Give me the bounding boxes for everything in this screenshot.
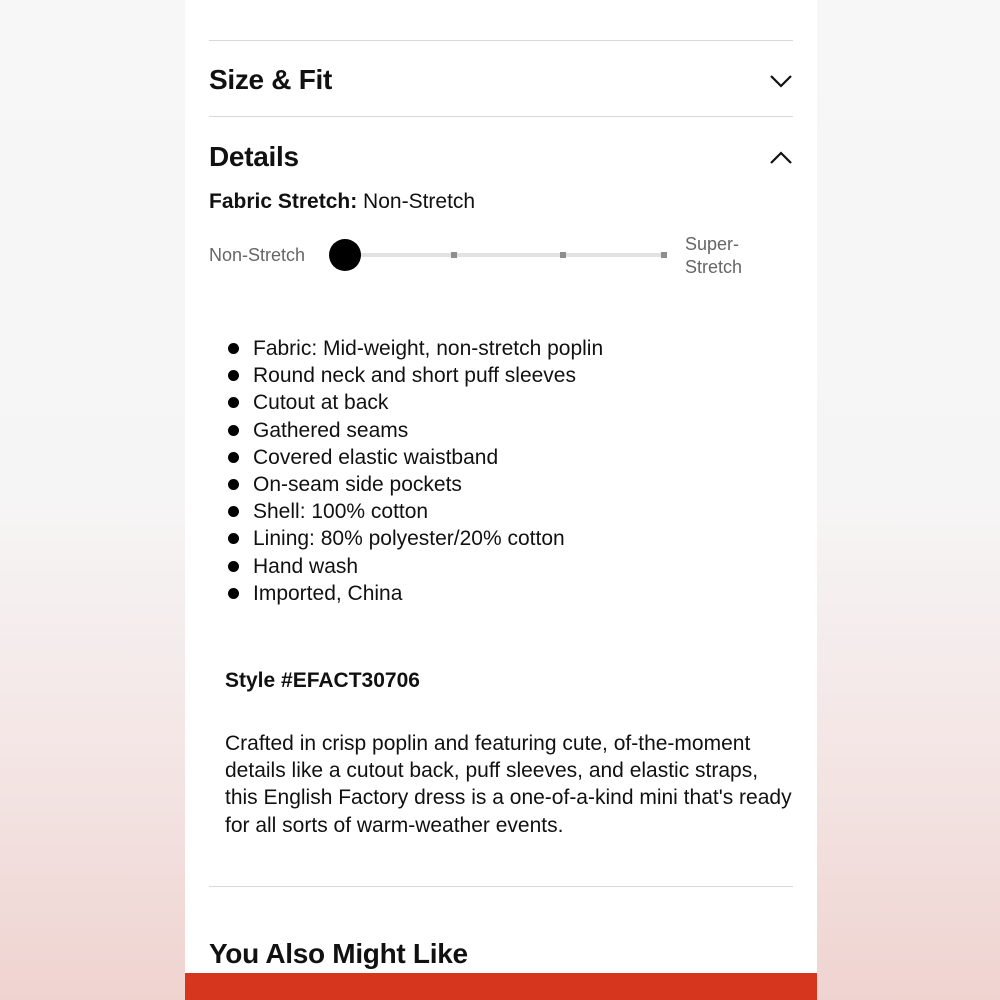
bullet-item — [225, 362, 603, 389]
style-number: Style #EFACT30706 — [225, 669, 420, 692]
bullet-item — [225, 525, 603, 552]
details-bullet-list — [225, 335, 603, 607]
bullet-dot-icon — [228, 425, 239, 436]
bullet-dot-icon — [228, 397, 239, 408]
bullet-dot-icon — [228, 370, 239, 381]
bullet-item — [225, 335, 603, 362]
bullet-dot-icon — [228, 506, 239, 517]
slider-tick — [560, 252, 566, 258]
bullet-text: Round neck and short puff sleeves — [253, 364, 576, 388]
recommendations-accent-bar — [185, 973, 817, 1000]
bullet-text: Fabric: Mid-weight, non-stretch poplin — [253, 337, 604, 360]
fabric-stretch-value: Non-Stretch — [363, 190, 476, 213]
bullet-item — [225, 498, 603, 525]
bullet-item — [225, 580, 603, 607]
bullet-item — [225, 389, 603, 416]
divider-size-fit — [209, 116, 793, 117]
stretch-slider-knob[interactable] — [329, 239, 361, 271]
bullet-text: Gathered seams — [253, 418, 409, 442]
recommendations-title: You Also Might Like — [209, 938, 468, 969]
bullet-text: Lining: 80% polyester/20% cotton — [253, 527, 565, 551]
divider-top — [209, 40, 793, 41]
bullet-text: Hand wash — [253, 554, 359, 578]
bullet-text: Cutout at back — [253, 391, 389, 415]
bullet-text: On-seam side pockets — [253, 472, 462, 496]
slider-tick — [451, 252, 457, 258]
slider-max-label-line1: Super- — [685, 234, 740, 254]
bullet-dot-icon — [228, 533, 239, 544]
product-details-panel — [185, 0, 817, 1000]
bullet-item — [225, 444, 603, 471]
bullet-dot-icon — [228, 452, 239, 463]
bullet-text: Imported, China — [253, 581, 403, 605]
bullet-dot-icon — [228, 479, 239, 490]
bullet-dot-icon — [228, 588, 239, 599]
bullet-item — [225, 471, 603, 498]
slider-min-label: Non-Stretch — [209, 245, 306, 265]
bullet-text: Shell: 100% cotton — [253, 500, 429, 524]
stretch-slider-track[interactable] — [345, 253, 667, 257]
divider-bottom — [209, 886, 793, 887]
slider-tick — [661, 252, 667, 258]
chevron-down-icon[interactable] — [769, 74, 793, 88]
slider-max-label — [685, 233, 742, 279]
size-fit-title: Size & Fit — [209, 64, 333, 95]
bullet-text: Covered elastic waistband — [253, 445, 499, 469]
details-title: Details — [209, 141, 299, 172]
size-fit-accordion-header[interactable] — [209, 50, 793, 110]
product-description: Crafted in crisp poplin and featuring cute, of-the-moment details like a cutout back, puff sleeves, and elastic straps, this English Factory dress is a one-of-a-kind mini that's ready for all sorts of warm-weather events. — [225, 732, 792, 837]
fabric-stretch-key: Fabric Stretch: — [209, 190, 358, 213]
details-accordion-header[interactable] — [209, 127, 793, 187]
fabric-stretch-label — [209, 189, 475, 215]
bullet-item — [225, 553, 603, 580]
chevron-up-icon[interactable] — [769, 151, 793, 165]
bullet-dot-icon — [228, 561, 239, 572]
bullet-dot-icon — [228, 343, 239, 354]
slider-max-label-line2: Stretch — [685, 257, 743, 277]
bullet-item — [225, 417, 603, 444]
